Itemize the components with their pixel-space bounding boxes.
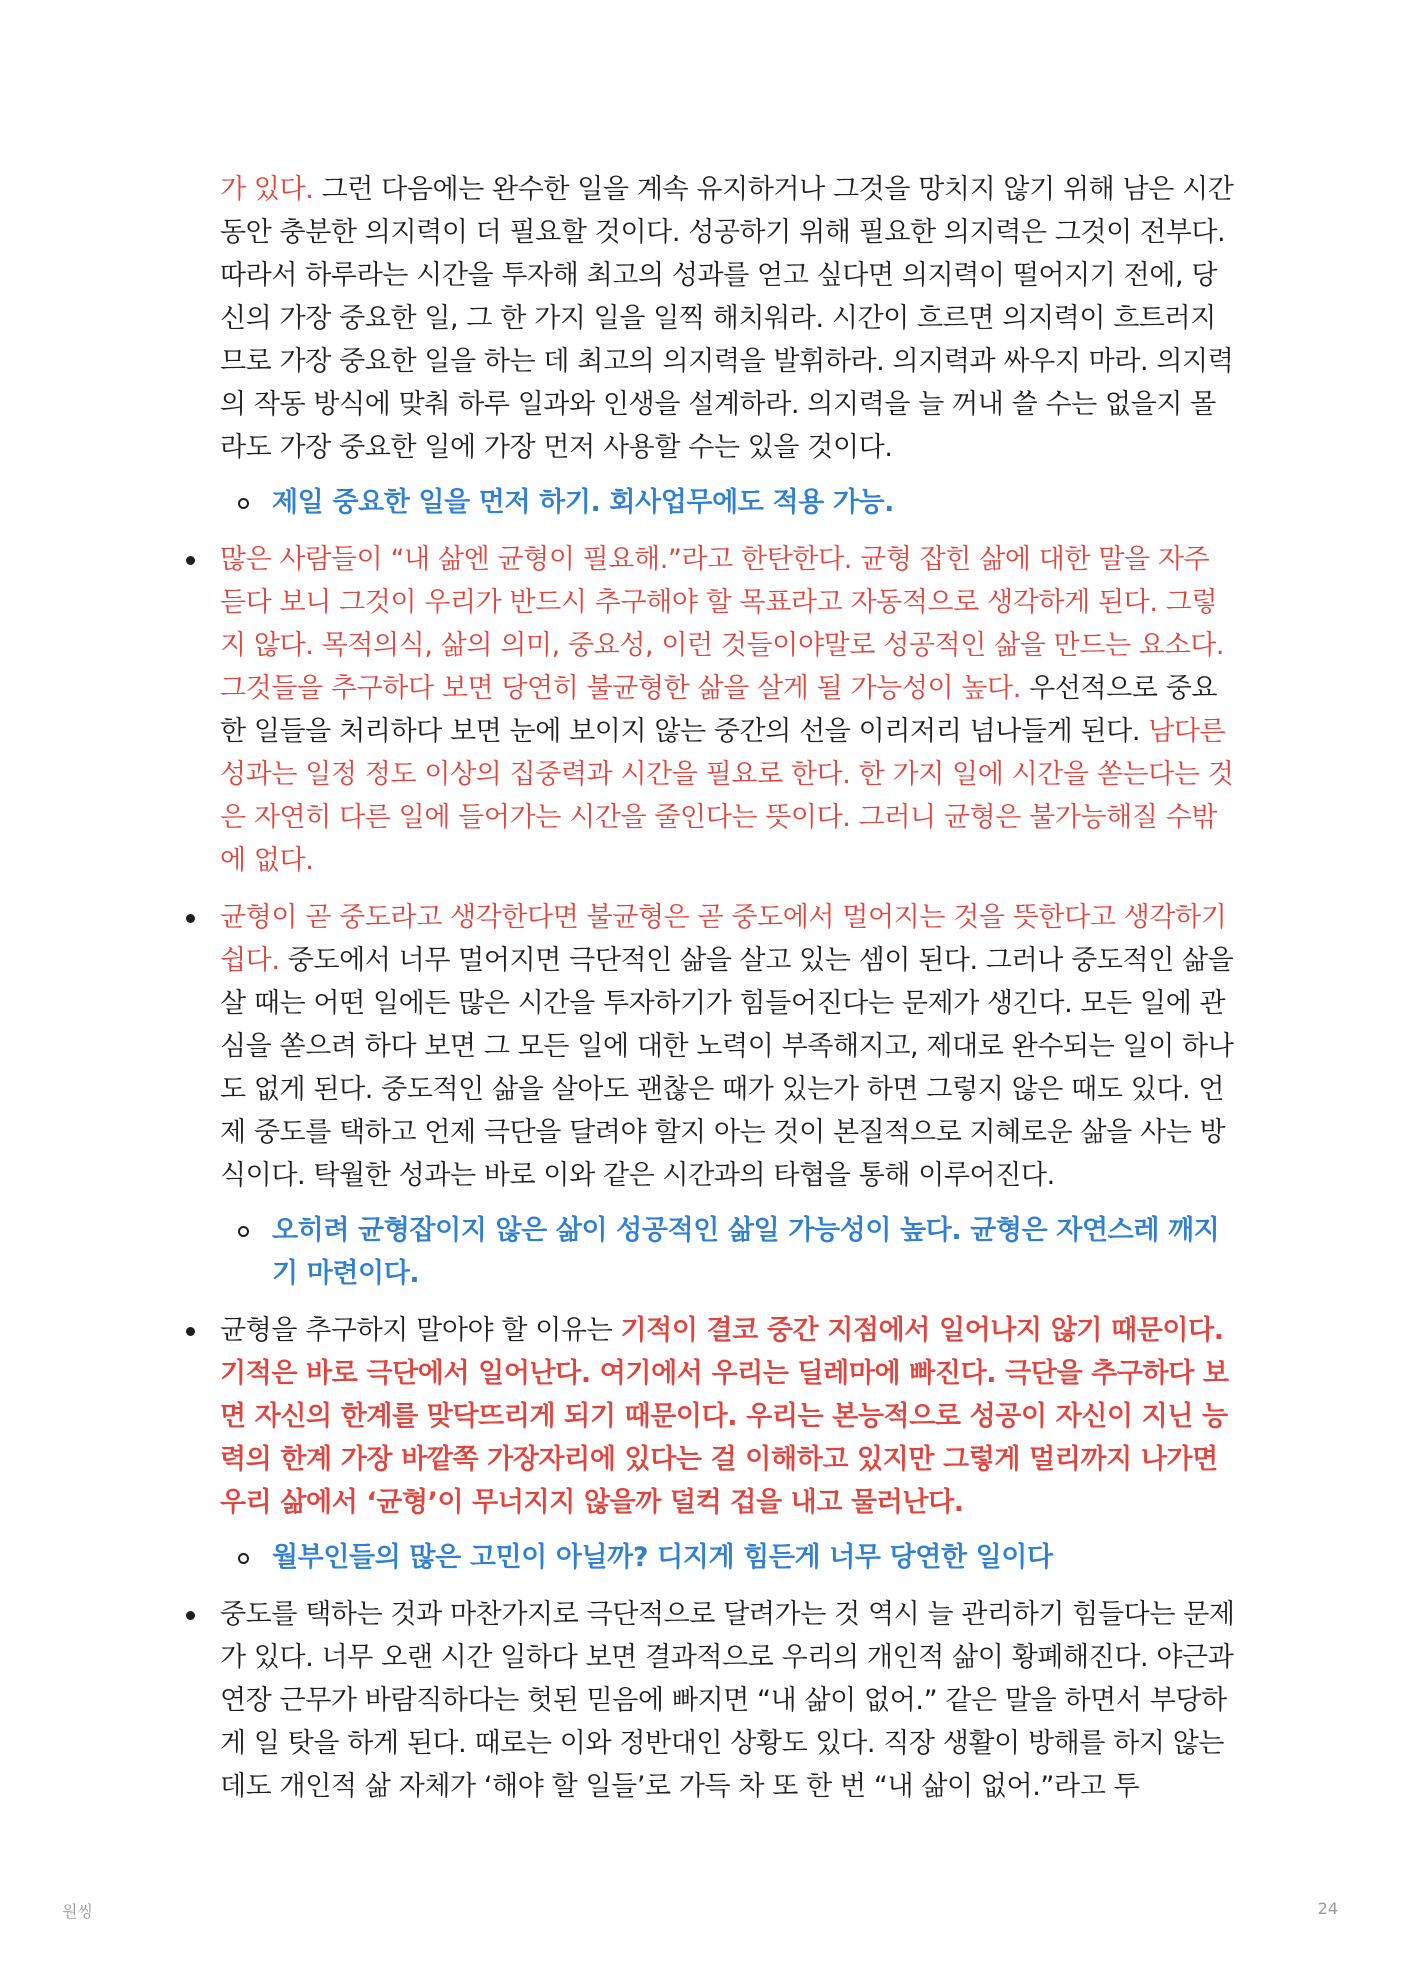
bullet1-red-2: 남다른 성과는 일정 정도 이상의 집중력과 시간을 필요로 한다. 한 가지 일에 시간을 쏟는다는 것은 자연히 다른 일에 들어가는 시간을 줄인다는 뜻이다. 그러니 균형은 불가능해질 수밖에 없다. [220, 716, 1234, 876]
bullet1-red-1: 많은 사람들이 “내 삶엔 균형이 필요해.”라고 한탄한다. 균형 잡힌 삶에 대한 말을 자주 듣다 보니 그것이 우리가 반드시 추구해야 할 목표라고 자동적으로 생각하게 된다. 그렇지 않다. 목적의식, 삶의 의미, 중요성, 이런 것들이야말로 성공적인 삶을 만드는 요소다. 그것들을 추구하다 보면 당연히 불균형한 삶을 살게 될 가능성이 높다. [220, 544, 1225, 704]
bullet-item-2 [220, 896, 1240, 1197]
bullet2-black: 중도에서 너무 멀어지면 극단적인 삶을 살고 있는 셈이 된다. 그러나 중도적인 삶을 살 때는 어떤 일에든 많은 시간을 투자하기가 힘들어진다는 문제가 생긴다. 모든 일에 관심을 쏟으려 하다 보면 그 모든 일에 대한 노력이 부족해지고, 제대로 완수되는 일이 하나도 없게 된다. 중도적인 삶을 살아도 괜찮은 때가 있는가 하면 그렇지 않은 때도 있다. 언제 중도를 택하고 언제 극단을 달려야 할지 아는 것이 본질적으로 지혜로운 삶을 사는 방식이다. 탁월한 성과는 바로 이와 같은 시간과의 타협을 통해 이루어진다. [220, 945, 1234, 1191]
note-text-3: 월부인들의 많은 고민이 아닐까? 디지게 힘든게 너무 당연한 일이다 [272, 1542, 1053, 1573]
footer-book-title: 원씽 [62, 1902, 93, 1921]
bullet-icon [186, 556, 195, 565]
intro-red-lead: 가 있다. [220, 174, 314, 205]
bullet3-red-bold: 기적이 결코 중간 지점에서 일어나지 않기 때문이다. 기적은 바로 극단에서 일어난다. 여기에서 우리는 딜레마에 빠진다. 극단을 추구하다 보면 자신의 한계를 맞닥뜨리게 되기 때문이다. 우리는 본능적으로 성공이 자신이 지닌 능력의 한계 가장 바깥쪽 가장자리에 있다는 걸 이해하고 있지만 그렇게 멀리까지 나가면 우리 삶에서 ‘균형’이 무너지지 않을까 덜컥 겁을 내고 물러난다. [220, 1315, 1229, 1518]
bullet-icon [186, 1611, 195, 1620]
hollow-bullet-icon [238, 1553, 249, 1564]
note-item-1 [272, 481, 1240, 524]
page-content [220, 168, 1240, 1808]
intro-paragraph [220, 168, 1240, 469]
bullet-icon [186, 914, 195, 923]
hollow-bullet-icon [238, 498, 249, 509]
note-text-2: 오히려 균형잡이지 않은 삶이 성공적인 삶일 가능성이 높다. 균형은 자연스레 깨지기 마련이다. [272, 1215, 1220, 1289]
bullet4-black: 중도를 택하는 것과 마찬가지로 극단적으로 달려가는 것 역시 늘 관리하기 힘들다는 문제가 있다. 너무 오랜 시간 일하다 보면 결과적으로 우리의 개인적 삶이 황폐해진다. 야근과 연장 근무가 바람직하다는 헛된 믿음에 빠지면 “내 삶이 없어.” 같은 말을 하면서 부당하게 일 탓을 하게 된다. 때로는 이와 정반대인 상황도 있다. 직장 생활이 방해를 하지 않는데도 개인적 삶 자체가 ‘해야 할 일들’로 가득 차 또 한 번 “내 삶이 없어.”라고 투 [220, 1599, 1235, 1802]
bullet-icon [186, 1327, 195, 1336]
bullet3-black: 균형을 추구하지 말아야 할 이유는 [220, 1315, 621, 1346]
note-item-3 [272, 1536, 1240, 1579]
note-item-2 [272, 1209, 1240, 1295]
bullet-item-3 [220, 1309, 1240, 1524]
intro-body: 그런 다음에는 완수한 일을 계속 유지하거나 그것을 망치지 않기 위해 남은 시간 동안 충분한 의지력이 더 필요할 것이다. 성공하기 위해 필요한 의지력은 그것이 전부다. 따라서 하루라는 시간을 투자해 최고의 성과를 얻고 싶다면 의지력이 떨어지기 전에, 당신의 가장 중요한 일, 그 한 가지 일을 일찍 해치워라. 시간이 흐르면 의지력이 흐트러지므로 가장 중요한 일을 하는 데 최고의 의지력을 발휘하라. 의지력과 싸우지 마라. 의지력의 작동 방식에 맞춰 하루 일과와 인생을 설계하라. 의지력을 늘 꺼내 쓸 수는 없을지 몰라도 가장 중요한 일에 가장 먼저 사용할 수는 있을 것이다. [220, 174, 1234, 463]
note-text-1: 제일 중요한 일을 먼저 하기. 회사업무에도 적용 가능. [272, 487, 895, 518]
bullet-item-4 [220, 1593, 1240, 1808]
hollow-bullet-icon [238, 1226, 249, 1237]
bullet1-black: 우선적으로 중요한 일들을 처리하다 보면 눈에 보이지 않는 중간의 선을 이리저리 넘나들게 된다. [220, 673, 1218, 747]
footer-page-number: 24 [1317, 1899, 1338, 1918]
bullet2-red: 균형이 곧 중도라고 생각한다면 불균형은 곧 중도에서 멀어지는 것을 뜻한다고 생각하기 쉽다. [220, 902, 1227, 976]
bullet-item-1 [220, 538, 1240, 882]
